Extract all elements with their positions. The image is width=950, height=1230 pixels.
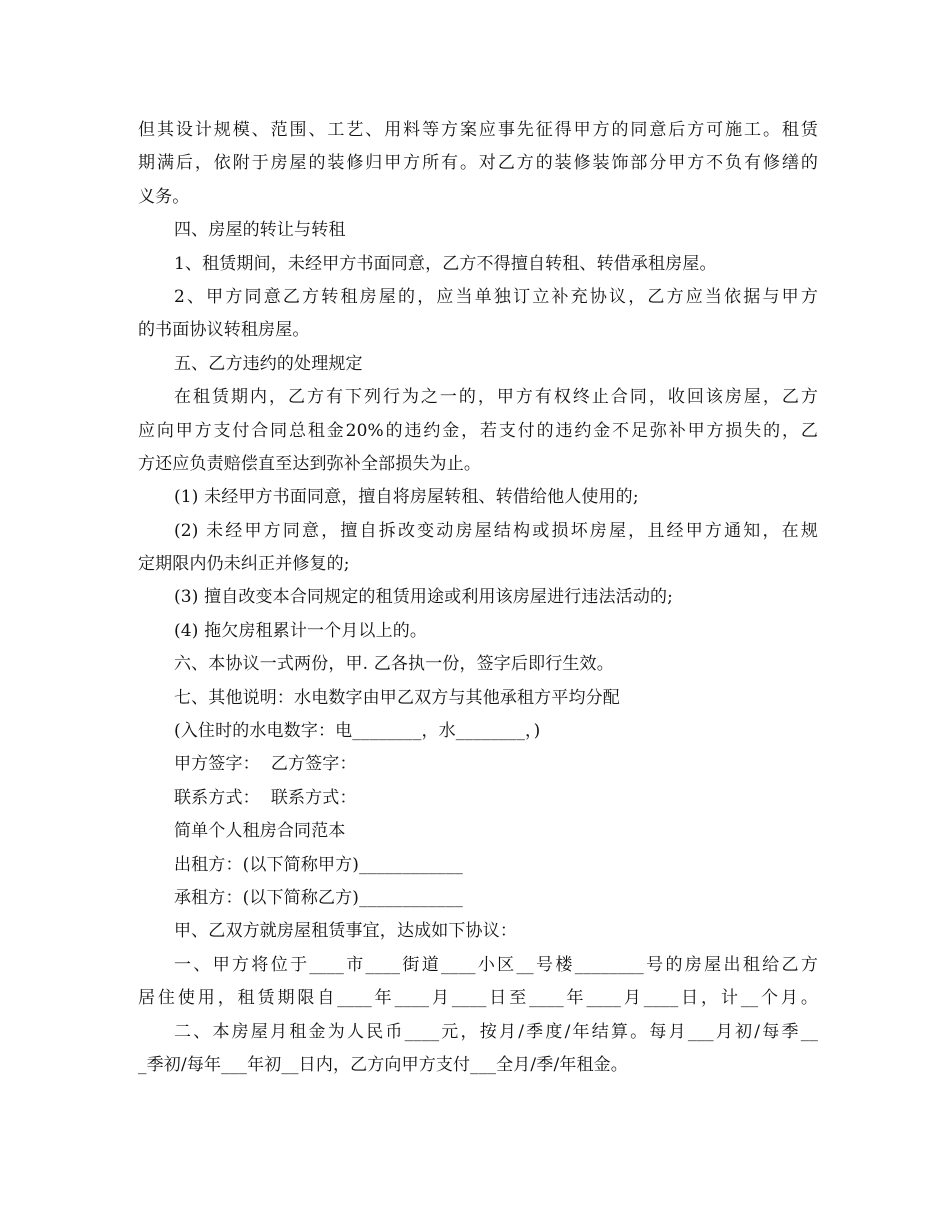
text-line: (1) 未经甲方书面同意，擅自将房屋转租、转借给他人使用的;: [174, 487, 639, 508]
text-line: 七、其他说明：水电数字由甲乙双方与其他承租方平均分配: [174, 687, 620, 708]
text-line: _季初/每年___年初__日内，乙方向甲方支付___全月/季/年租金。: [138, 1054, 628, 1075]
text-line: (4) 拖欠房租累计一个月以上的。: [174, 620, 428, 641]
text-line: 出租方：(以下简称甲方)____________: [174, 854, 463, 875]
text-line: 联系方式： 联系方式：: [174, 787, 357, 808]
text-line: 简单个人租房合同范本: [174, 821, 346, 842]
text-line: 五、乙方违约的处理规定: [174, 353, 363, 374]
text-line: 义务。: [138, 186, 190, 207]
document-body: [138, 114, 818, 1082]
text-line: (入住时的水电数字：电________，水________，): [174, 721, 541, 742]
text-line: 方还应负责赔偿直至达到弥补全部损失为止。: [138, 453, 481, 474]
text-line: 在租赁期内，乙方有下列行为之一的，甲方有权终止合同，收回该房屋，乙方: [174, 387, 818, 408]
text-line: 应向甲方支付合同总租金20%的违约金，若支付的违约金不足弥补甲方损失的，乙: [138, 420, 818, 441]
text-line: (2) 未经甲方同意，擅自拆改变动房屋结构或损坏房屋，且经甲方通知，在规: [174, 520, 818, 541]
text-line: 定期限内仍未纠正并修复的;: [138, 554, 350, 575]
text-line: 二、本房屋月租金为人民币____元，按月/季度/年结算。每月___月初/每季__: [174, 1021, 818, 1042]
text-line: 六、本协议一式两份，甲. 乙各执一份，签字后即行生效。: [174, 654, 614, 675]
text-line: 居住使用，租赁期限自____年____月____日至____年____月____日，计__个月。: [138, 988, 818, 1009]
text-line: 的书面协议转租房屋。: [138, 320, 310, 341]
text-line: 一、甲方将位于____市____街道____小区__号楼________号的房屋出租给乙方: [174, 954, 818, 975]
text-line: (3) 擅自改变本合同规定的租赁用途或利用该房屋进行违法活动的;: [174, 587, 674, 608]
text-line: 1、租赁期间，未经甲方书面同意，乙方不得擅自转租、转借承租房屋。: [174, 253, 717, 274]
text-line: 2、甲方同意乙方转租房屋的，应当单独订立补充协议，乙方应当依据与甲方: [174, 286, 818, 307]
text-line: 期满后，依附于房屋的装修归甲方所有。对乙方的装修装饰部分甲方不负有修缮的: [138, 153, 818, 174]
text-line: 甲、乙双方就房屋租赁事宜，达成如下协议：: [174, 921, 517, 942]
text-line: 甲方签字： 乙方签字：: [174, 754, 357, 775]
text-line: 承租方：(以下简称乙方)____________: [174, 887, 463, 908]
text-line: 但其设计规模、范围、工艺、用料等方案应事先征得甲方的同意后方可施工。租赁: [138, 120, 818, 140]
text-line: 四、房屋的转让与转租: [174, 220, 346, 241]
